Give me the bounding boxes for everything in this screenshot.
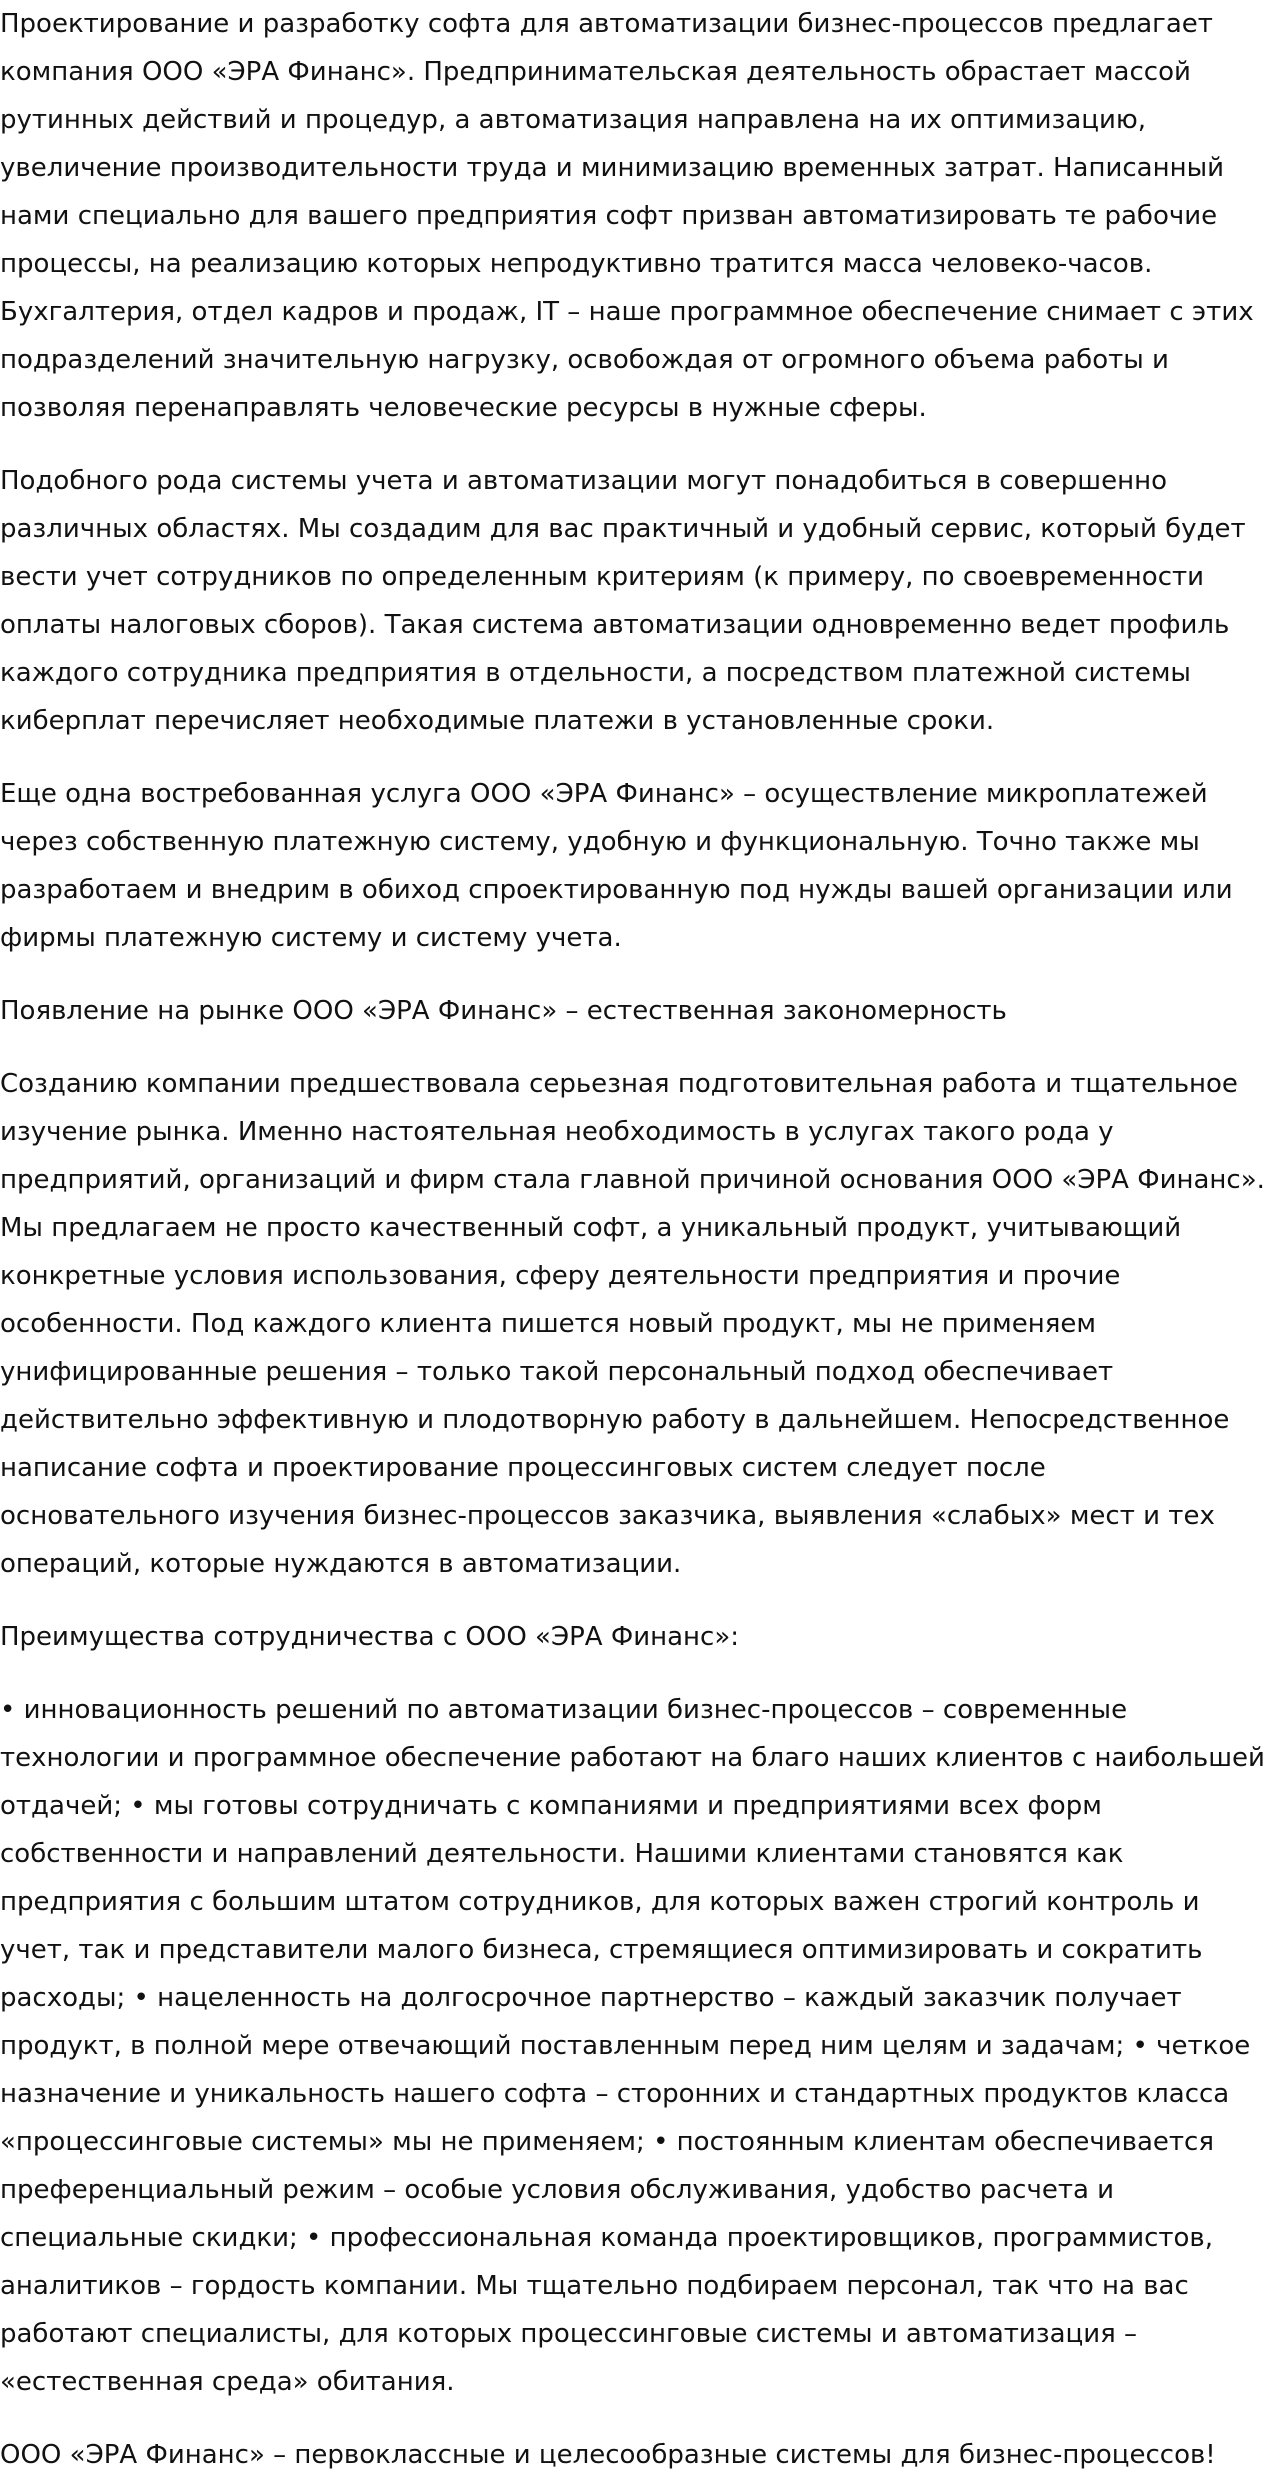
text-line: рутинных действий и процедур, а автоматизация направлена на их оптимизацию, [0,105,1147,135]
paragraph [0,987,1270,1035]
text-line: работают специалисты, для которых процессинговые системы и автоматизация – [0,2319,1138,2349]
text-line: написание софта и проектирование процессинговых систем следует после [0,1453,1046,1483]
text-line: собственности и направлений деятельности. Нашими клиентами становятся как [0,1839,1124,1869]
text-line: Проектирование и разработку софта для автоматизации бизнес-процессов предлагает [0,9,1213,39]
text-line: основательного изучения бизнес-процессов заказчика, выявления «слабых» мест и тех [0,1501,1215,1531]
text-line: Мы предлагаем не просто качественный софт, а уникальный продукт, учитывающий [0,1213,1182,1243]
text-line: специальные скидки; • профессиональная команда проектировщиков, программистов, [0,2223,1214,2253]
paragraph [0,2431,1270,2479]
text-line: расходы; • нацеленность на долгосрочное партнерство – каждый заказчик получает [0,1983,1182,2013]
text-line: фирмы платежную систему и систему учета. [0,923,622,953]
text-line: изучение рынка. Именно настоятельная необходимость в услугах такого рода у [0,1117,1114,1147]
text-line: учет, так и представители малого бизнеса, стремящиеся оптимизировать и сократить [0,1935,1203,1965]
text-line: увеличение производительности труда и минимизацию временных затрат. Написанный [0,153,1225,183]
text-line: процессы, на реализацию которых непродуктивно тратится масса человеко-часов. [0,249,1153,279]
text-line: позволяя перенаправлять человеческие ресурсы в нужные сферы. [0,393,927,423]
text-line: продукт, в полной мере отвечающий поставленным перед ним целям и задачам; • четкое [0,2031,1251,2061]
text-line: Подобного рода системы учета и автоматизации могут понадобиться в совершенно [0,466,1168,496]
paragraph [0,1060,1270,1588]
text-line: конкретные условия использования, сферу деятельности предприятия и прочие [0,1261,1121,1291]
text-line: предприятий, организаций и фирм стала главной причиной основания ООО «ЭРА Финанс». [0,1165,1265,1195]
text-line: «процессинговые системы» мы не применяем; • постоянным клиентам обеспечивается [0,2127,1214,2157]
text-line: • инновационность решений по автоматизации бизнес-процессов – современные [0,1695,1128,1725]
paragraph [0,770,1270,962]
text-line: действительно эффективную и плодотворную работу в дальнейшем. Непосредственное [0,1405,1230,1435]
text-line: унифицированные решения – только такой персональный подход обеспечивает [0,1357,1114,1387]
text-line: технологии и программное обеспечение работают на благо наших клиентов с наибольшей [0,1743,1265,1773]
text-line: вести учет сотрудников по определенным критериям (к примеру, по своевременности [0,562,1205,592]
text-line: Созданию компании предшествовала серьезная подготовительная работа и тщательное [0,1069,1238,1099]
text-line: через собственную платежную систему, удобную и функциональную. Точно также мы [0,827,1200,857]
paragraph [0,1686,1270,2406]
text-line: Появление на рынке ООО «ЭРА Финанс» – естественная закономерность [0,996,1007,1026]
paragraph [0,457,1270,745]
text-line: нами специально для вашего предприятия софт призван автоматизировать те рабочие [0,201,1218,231]
text-line: особенности. Под каждого клиента пишется новый продукт, мы не применяем [0,1309,1096,1339]
text-line: ООО «ЭРА Финанс» – первоклассные и целесообразные системы для бизнес-процессов! [0,2440,1216,2470]
text-line: подразделений значительную нагрузку, освобождая от огромного объема работы и [0,345,1169,375]
text-line: каждого сотрудника предприятия в отдельности, а посредством платежной системы [0,658,1191,688]
text-line: компания ООО «ЭРА Финанс». Предпринимательская деятельность обрастает массой [0,57,1191,87]
text-line: различных областях. Мы создадим для вас практичный и удобный сервис, который будет [0,514,1246,544]
text-line: операций, которые нуждаются в автоматизации. [0,1549,682,1579]
text-line: Преимущества сотрудничества с ООО «ЭРА Финанс»: [0,1622,740,1652]
text-line: киберплат перечисляет необходимые платежи в установленные сроки. [0,706,995,736]
text-line: Бухгалтерия, отдел кадров и продаж, IT – наше программное обеспечение снимает с этих [0,297,1254,327]
text-line: преференциальный режим – особые условия обслуживания, удобство расчета и [0,2175,1115,2205]
text-line: оплаты налоговых сборов). Такая система автоматизации одновременно ведет профиль [0,610,1230,640]
text-line: Еще одна востребованная услуга ООО «ЭРА Финанс» – осуществление микроплатежей [0,779,1208,809]
text-line: аналитиков – гордость компании. Мы тщательно подбираем персонал, так что на вас [0,2271,1189,2301]
text-line: «естественная среда» обитания. [0,2367,455,2397]
text-line: разработаем и внедрим в обиход спроектированную под нужды вашей организации или [0,875,1233,905]
paragraph [0,1613,1270,1661]
text-line: предприятия с большим штатом сотрудников, для которых важен строгий контроль и [0,1887,1200,1917]
text-line: отдачей; • мы готовы сотрудничать с компаниями и предприятиями всех форм [0,1791,1102,1821]
text-line: назначение и уникальность нашего софта – сторонних и стандартных продуктов класса [0,2079,1230,2109]
paragraph [0,0,1270,432]
